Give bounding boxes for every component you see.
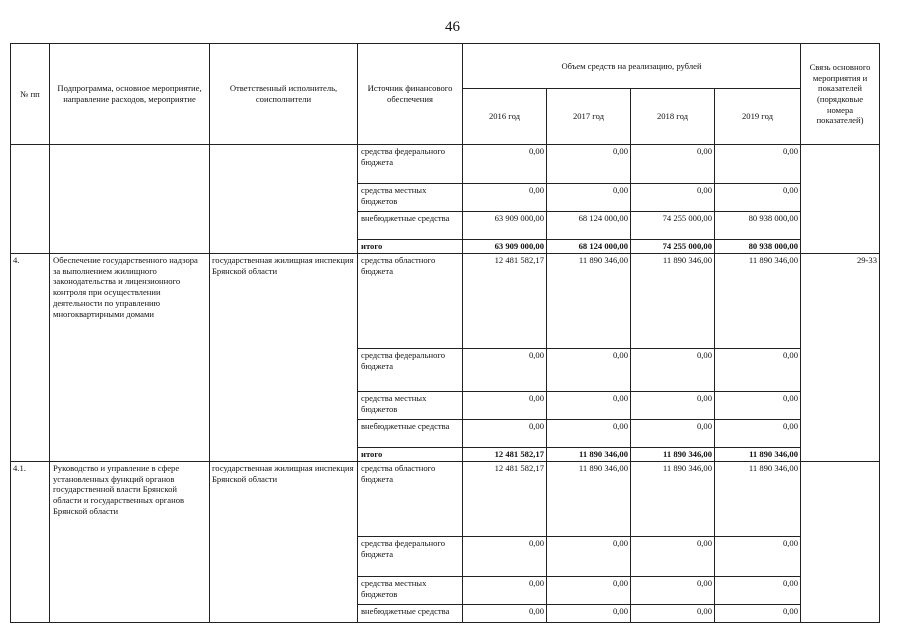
total-label: итого [358,448,463,462]
total-value: 80 938 000,00 [715,240,801,254]
value-cell: 0,00 [463,184,547,212]
page-number: 46 [445,19,460,35]
total-value: 74 255 000,00 [631,240,715,254]
value-cell: 0,00 [631,605,715,623]
value-cell: 0,00 [547,537,631,577]
empty-link-cell [801,145,880,254]
indicator-link: 29-33 [801,254,880,462]
value-cell: 0,00 [715,392,801,420]
item-number: 4. [11,254,50,462]
value-cell: 0,00 [547,184,631,212]
col-volume-header: Объем средств на реализацию, рублей [463,44,801,89]
value-cell: 0,00 [715,577,801,605]
total-value: 12 481 582,17 [463,448,547,462]
col-link-header: Связь основного мероприятия и показателей (порядковые номера показателей) [801,44,880,145]
source-cell: средства федерального бюджета [358,537,463,577]
year-header: 2017 год [547,89,631,145]
value-cell: 0,00 [547,420,631,448]
table-row [11,462,880,537]
item-name: Обеспечение государственного надзора за выполнением жилищного законодательства и лицензионного контроля при осуществлении деятельности по управлению многоквартирными домами [50,254,210,462]
source-cell: средства областного бюджета [358,254,463,349]
source-cell: средства областного бюджета [358,462,463,537]
value-cell: 0,00 [631,145,715,184]
total-value: 68 124 000,00 [547,240,631,254]
value-cell: 0,00 [463,349,547,392]
item-number: 4.1. [11,462,50,623]
value-cell: 0,00 [631,577,715,605]
value-cell: 0,00 [631,184,715,212]
value-cell: 0,00 [631,392,715,420]
value-cell: 0,00 [547,145,631,184]
item-name: Руководство и управление в сфере установленных функций органов государственной власти Брянской области и государственных органов Брянской области [50,462,210,623]
value-cell: 12 481 582,17 [463,254,547,349]
year-header: 2016 год [463,89,547,145]
value-cell: 0,00 [547,392,631,420]
value-cell: 80 938 000,00 [715,212,801,240]
value-cell: 0,00 [631,349,715,392]
empty-num-cell [11,145,50,254]
budget-table [10,43,880,623]
value-cell: 11 890 346,00 [715,254,801,349]
value-cell: 74 255 000,00 [631,212,715,240]
table-row [11,254,880,349]
empty-link-cell [801,462,880,623]
total-value: 63 909 000,00 [463,240,547,254]
value-cell: 0,00 [463,605,547,623]
value-cell: 0,00 [463,145,547,184]
total-label: итого [358,240,463,254]
total-value: 11 890 346,00 [547,448,631,462]
value-cell: 0,00 [547,605,631,623]
value-cell: 0,00 [715,420,801,448]
item-executor: государственная жилищная инспекция Брянской области [210,254,358,462]
value-cell: 12 481 582,17 [463,462,547,537]
header-row [11,44,880,89]
value-cell: 0,00 [463,577,547,605]
col-executor-header: Ответственный исполнитель, соисполнители [210,44,358,145]
value-cell: 0,00 [715,605,801,623]
value-cell: 0,00 [631,420,715,448]
value-cell: 11 890 346,00 [547,254,631,349]
value-cell: 11 890 346,00 [631,462,715,537]
value-cell: 0,00 [715,537,801,577]
year-header: 2018 год [631,89,715,145]
source-cell: средства местных бюджетов [358,184,463,212]
value-cell: 0,00 [547,349,631,392]
value-cell: 0,00 [715,184,801,212]
year-header: 2019 год [715,89,801,145]
value-cell: 63 909 000,00 [463,212,547,240]
source-cell: внебюджетные средства [358,212,463,240]
total-value: 11 890 346,00 [715,448,801,462]
source-cell: средства федерального бюджета [358,349,463,392]
value-cell: 0,00 [463,392,547,420]
item-executor: государственная жилищная инспекция Брянской области [210,462,358,623]
value-cell: 0,00 [715,145,801,184]
source-cell: внебюджетные средства [358,420,463,448]
source-cell: средства местных бюджетов [358,392,463,420]
source-cell: внебюджетные средства [358,605,463,623]
source-cell: средства федерального бюджета [358,145,463,184]
empty-name-cell [50,145,210,254]
table-row [11,145,880,184]
col-source-header: Источник финансового обеспечения [358,44,463,145]
value-cell: 68 124 000,00 [547,212,631,240]
col-num-header: № пп [11,44,50,145]
value-cell: 0,00 [715,349,801,392]
value-cell: 11 890 346,00 [715,462,801,537]
total-value: 11 890 346,00 [631,448,715,462]
col-subprogram-header: Подпрограмма, основное мероприятие, направление расходов, мероприятие [50,44,210,145]
source-cell: средства местных бюджетов [358,577,463,605]
value-cell: 0,00 [547,577,631,605]
value-cell: 0,00 [463,537,547,577]
value-cell: 0,00 [631,537,715,577]
value-cell: 0,00 [463,420,547,448]
value-cell: 11 890 346,00 [631,254,715,349]
value-cell: 11 890 346,00 [547,462,631,537]
empty-executor-cell [210,145,358,254]
